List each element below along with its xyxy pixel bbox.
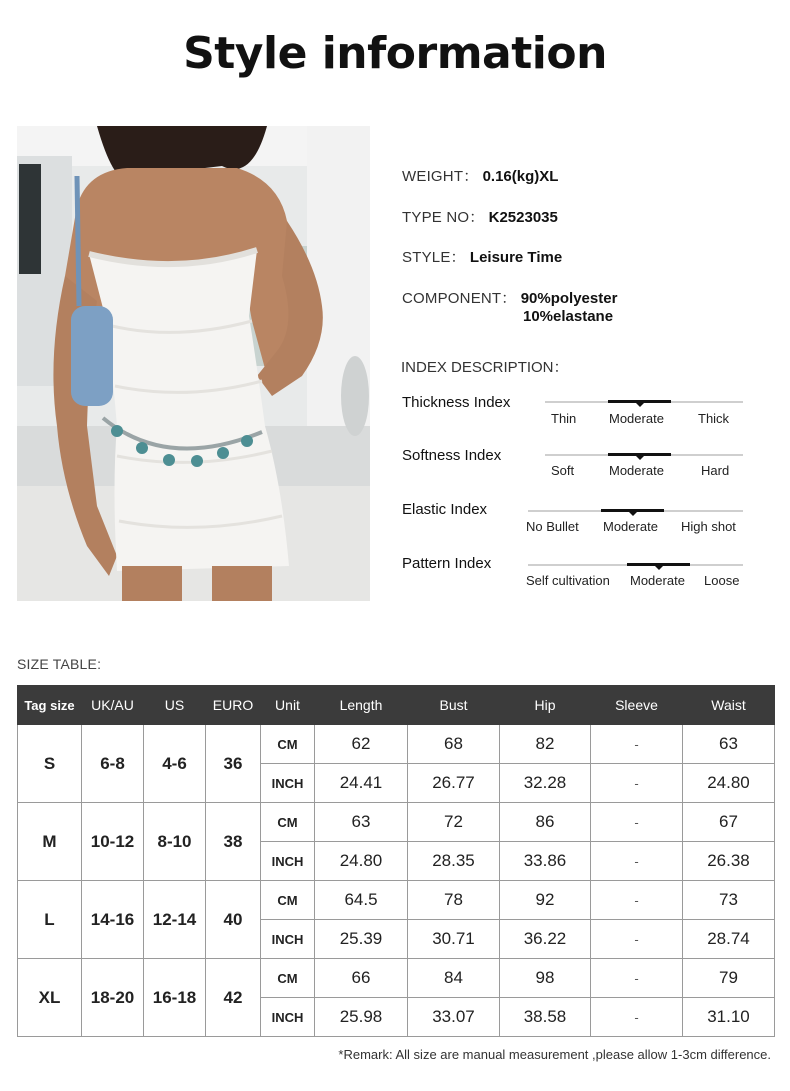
page-title: Style information [183,28,607,79]
size-table [17,685,775,1037]
header-length: Length [315,686,408,725]
cell-bust: 30.71 [408,920,500,959]
cell-euro: 38 [206,803,261,881]
index-option: Thin [551,411,577,426]
header-euro: EURO [206,686,261,725]
index-option-selected: Moderate [630,573,685,588]
index-option: Soft [551,463,575,478]
cell-tag: XL [18,959,82,1037]
cell-sleeve: - [591,920,683,959]
table-row [18,803,775,842]
cell-hip: 92 [500,881,591,920]
header-tag-size: Tag size [18,686,82,725]
cell-bust: 72 [408,803,500,842]
cell-waist: 73 [683,881,775,920]
cell-sleeve: - [591,725,683,764]
index-option-selected: Moderate [603,519,658,534]
cell-bust: 78 [408,881,500,920]
cell-tag: M [18,803,82,881]
cell-length: 66 [315,959,408,998]
cell-us: 4-6 [144,725,206,803]
cell-us: 16-18 [144,959,206,1037]
cell-length: 63 [315,803,408,842]
table-header-row [18,686,775,725]
marker-pointer-icon [636,403,644,407]
table-row [18,725,775,764]
cell-waist: 67 [683,803,775,842]
index-name-pattern: Pattern Index [402,555,492,572]
cell-sleeve: - [591,959,683,998]
style-row [402,246,562,267]
weight-row [402,165,558,186]
cell-unit: CM [261,725,315,764]
cell-length: 62 [315,725,408,764]
cell-hip: 32.28 [500,764,591,803]
index-name-thickness: Thickness Index [402,394,511,411]
cell-hip: 86 [500,803,591,842]
style-label: STYLE： [402,249,466,266]
cell-waist: 79 [683,959,775,998]
cell-unit: CM [261,803,315,842]
cell-unit: INCH [261,764,315,803]
table-row [18,881,775,920]
cell-unit: INCH [261,842,315,881]
cell-unit: CM [261,881,315,920]
type-value: K2523035 [488,209,558,226]
cell-bust: 33.07 [408,998,500,1037]
product-photo [17,126,370,601]
index-option: High shot [681,519,736,534]
cell-hip: 82 [500,725,591,764]
cell-uk: 10-12 [82,803,144,881]
cell-hip: 33.86 [500,842,591,881]
cell-bust: 68 [408,725,500,764]
cell-length: 64.5 [315,881,408,920]
cell-length: 25.39 [315,920,408,959]
cell-tag: L [18,881,82,959]
cell-waist: 28.74 [683,920,775,959]
cell-waist: 63 [683,725,775,764]
marker-pointer-icon [629,512,637,516]
cell-euro: 42 [206,959,261,1037]
weight-label: WEIGHT： [402,168,479,185]
header-sleeve: Sleeve [591,686,683,725]
remark-note: *Remark: All size are manual measurement ,please allow 1-3cm difference. [338,1047,771,1062]
cell-waist: 26.38 [683,842,775,881]
cell-waist: 31.10 [683,998,775,1037]
cell-uk: 6-8 [82,725,144,803]
cell-hip: 36.22 [500,920,591,959]
cell-sleeve: - [591,998,683,1037]
header-waist: Waist [683,686,775,725]
header-bust: Bust [408,686,500,725]
index-option: Loose [704,573,740,588]
cell-tag: S [18,725,82,803]
index-name-softness: Softness Index [402,447,502,464]
index-option: Self cultivation [526,573,610,588]
marker-pointer-icon [636,456,644,460]
cell-length: 25.98 [315,998,408,1037]
cell-hip: 98 [500,959,591,998]
table-row [18,959,775,998]
component-value-2: 10%elastane [523,308,614,325]
header-uk-au: UK/AU [82,686,144,725]
component-row [402,287,617,308]
cell-unit: CM [261,959,315,998]
type-label: TYPE NO： [402,209,485,226]
cell-bust: 28.35 [408,842,500,881]
cell-sleeve: - [591,764,683,803]
cell-length: 24.80 [315,842,408,881]
header-hip: Hip [500,686,591,725]
weight-value: 0.16(kg)XL [482,168,559,185]
index-name-elastic: Elastic Index [402,501,488,518]
cell-bust: 26.77 [408,764,500,803]
cell-us: 12-14 [144,881,206,959]
index-option: No Bullet [526,519,579,534]
component-value-1: 90%polyester [520,290,618,307]
cell-sleeve: - [591,842,683,881]
marker-pointer-icon [655,566,663,570]
index-option-selected: Moderate [609,411,664,426]
cell-hip: 38.58 [500,998,591,1037]
cell-bust: 84 [408,959,500,998]
index-description-label: INDEX DESCRIPTION： [401,359,569,376]
index-option: Hard [701,463,730,478]
cell-waist: 24.80 [683,764,775,803]
cell-uk: 18-20 [82,959,144,1037]
cell-unit: INCH [261,998,315,1037]
component-label: COMPONENT： [402,290,517,307]
style-value: Leisure Time [469,249,563,266]
size-table-label: SIZE TABLE: [17,656,102,672]
cell-uk: 14-16 [82,881,144,959]
header-unit: Unit [261,686,315,725]
type-row [402,206,558,227]
index-option-selected: Moderate [609,463,664,478]
cell-length: 24.41 [315,764,408,803]
cell-us: 8-10 [144,803,206,881]
cell-unit: INCH [261,920,315,959]
cell-sleeve: - [591,881,683,920]
cell-euro: 40 [206,881,261,959]
index-option: Thick [698,411,730,426]
header-us: US [144,686,206,725]
cell-sleeve: - [591,803,683,842]
cell-euro: 36 [206,725,261,803]
